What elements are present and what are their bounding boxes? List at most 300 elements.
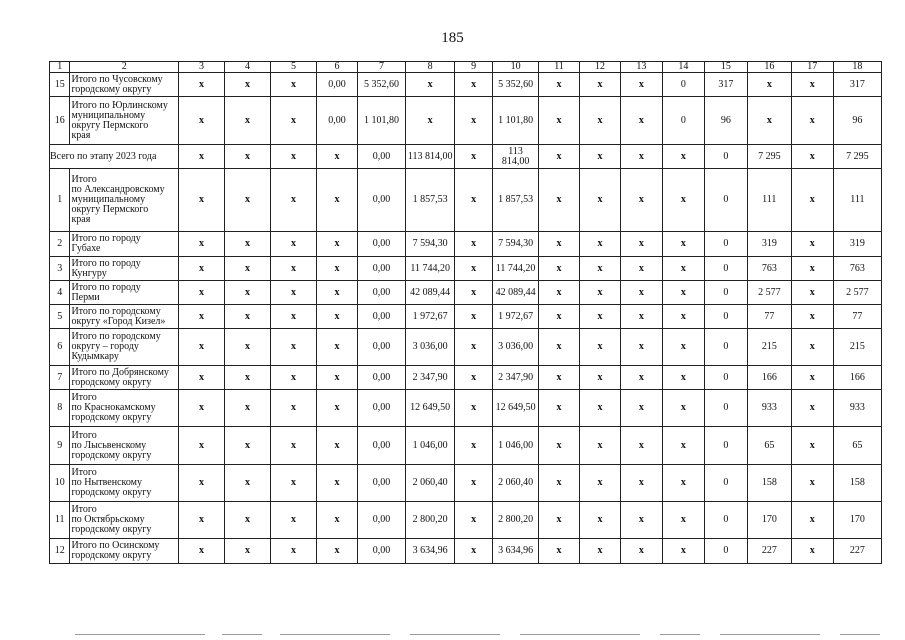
table-cell: 0 (662, 97, 704, 145)
table-cell: 317 (704, 73, 747, 97)
table-cell: x (178, 465, 224, 502)
table-cell: 933 (747, 390, 791, 427)
table-cell: x (791, 539, 833, 564)
table-cell: 111 (747, 169, 791, 232)
row-name-line: городскому округу (71, 449, 152, 461)
table-cell: 0 (704, 145, 747, 169)
table-cell: 2 060,40 (406, 465, 455, 502)
row-number: 5 (50, 305, 70, 329)
table-cell: 0 (704, 281, 747, 305)
row-name-line: округу Пермского (71, 119, 149, 131)
row-name-line: Итого (71, 467, 97, 478)
row-name-line: Кудымкару (71, 351, 119, 362)
table-cell: 113 814,00 (493, 145, 539, 169)
table-cell: x (620, 73, 662, 97)
table-cell: x (224, 539, 270, 564)
table-cell: x (455, 502, 493, 539)
table-cell: x (455, 281, 493, 305)
column-header: 18 (833, 62, 881, 73)
table-cell: 12 649,50 (493, 390, 539, 427)
table-cell: x (620, 257, 662, 281)
table-cell: 0 (704, 502, 747, 539)
row-name-line: Итого по городскому (71, 305, 161, 317)
table-cell: 0 (704, 465, 747, 502)
table-cell: 0,00 (357, 169, 405, 232)
table-cell: x (271, 390, 317, 427)
table-cell: x (455, 390, 493, 427)
table-cell: x (791, 169, 833, 232)
table-cell: x (791, 73, 833, 97)
table-cell: x (317, 366, 358, 390)
table-cell: 111 (833, 169, 881, 232)
table-cell: 0 (704, 305, 747, 329)
row-number: 2 (50, 232, 70, 257)
table-cell: x (791, 329, 833, 366)
table-cell: 0 (704, 539, 747, 564)
table-row (50, 97, 882, 145)
row-number: 11 (50, 502, 70, 539)
table-cell: x (178, 145, 224, 169)
table-cell: x (455, 169, 493, 232)
table-cell: 0,00 (357, 366, 405, 390)
total-label: Всего по этапу 2023 года (50, 145, 179, 169)
table-cell: 65 (747, 427, 791, 465)
table-cell: x (224, 257, 270, 281)
table-cell: 11 744,20 (406, 257, 455, 281)
table-cell: x (224, 329, 270, 366)
row-name-line: Итого по Добрянскому (71, 366, 169, 378)
table-cell: x (539, 281, 580, 305)
table-cell: x (620, 281, 662, 305)
row-name-line: Губахе (71, 243, 101, 254)
row-name-line: городскому округу (71, 487, 152, 498)
table-cell: x (791, 97, 833, 145)
table-cell: x (620, 329, 662, 366)
row-name-line: Перми (71, 291, 100, 303)
row-name (70, 465, 178, 502)
column-header: 5 (271, 62, 317, 73)
table-cell: 1 857,53 (493, 169, 539, 232)
table-cell: x (224, 97, 270, 145)
column-header: 17 (791, 62, 833, 73)
column-header: 1 (50, 62, 70, 73)
table-cell: x (455, 305, 493, 329)
row-name-line: Итого по городу (71, 233, 141, 244)
table-cell: x (662, 257, 704, 281)
table-cell: x (224, 232, 270, 257)
table-cell: x (662, 465, 704, 502)
table-cell: 2 577 (747, 281, 791, 305)
table-cell: x (317, 169, 358, 232)
table-cell: x (178, 305, 224, 329)
table-cell: 1 972,67 (493, 305, 539, 329)
table-cell: x (539, 232, 580, 257)
table-row (50, 390, 882, 427)
table-cell: 166 (833, 366, 881, 390)
row-number: 3 (50, 257, 70, 281)
table-cell: x (662, 390, 704, 427)
table-cell: x (178, 257, 224, 281)
table-cell: 0 (704, 366, 747, 390)
table-cell: x (662, 169, 704, 232)
table-cell: x (224, 73, 270, 97)
table-cell: x (317, 502, 358, 539)
row-name-line: Итого (71, 392, 97, 403)
table-cell: 77 (833, 305, 881, 329)
table-cell: 319 (833, 232, 881, 257)
table-cell: x (455, 465, 493, 502)
table-cell: x (539, 539, 580, 564)
table-cell: x (580, 539, 621, 564)
table-cell: x (224, 169, 270, 232)
table-cell: 0,00 (317, 73, 358, 97)
table-cell: 7 594,30 (406, 232, 455, 257)
row-name (70, 390, 178, 427)
table-cell: x (539, 366, 580, 390)
table-row (50, 539, 882, 564)
table-row (50, 366, 882, 390)
column-header: 4 (224, 62, 270, 73)
table-cell: x (539, 257, 580, 281)
row-name (70, 539, 178, 564)
row-name-line: Итого (71, 429, 97, 441)
table-cell: x (178, 232, 224, 257)
table-cell: x (662, 427, 704, 465)
table-cell: x (455, 427, 493, 465)
page-number: 185 (441, 30, 464, 46)
table-row (50, 145, 882, 169)
row-name-line: округу «Город Кизел» (71, 315, 166, 327)
row-name-line: края (71, 214, 91, 225)
row-name-line: Итого (71, 174, 97, 185)
table-cell: 3 634,96 (493, 539, 539, 564)
table-cell: 2 347,90 (493, 366, 539, 390)
table-cell: x (539, 502, 580, 539)
table-cell: x (747, 97, 791, 145)
table-cell: 7 295 (833, 145, 881, 169)
column-header: 7 (357, 62, 405, 73)
table-cell: x (662, 502, 704, 539)
column-header: 12 (580, 62, 621, 73)
table-cell: x (580, 502, 621, 539)
row-name-line: края (71, 129, 91, 141)
row-name (70, 427, 178, 465)
data-table (49, 61, 882, 564)
table-cell: x (539, 329, 580, 366)
table-cell: 0,00 (357, 539, 405, 564)
table-cell: x (791, 145, 833, 169)
table-cell: x (539, 73, 580, 97)
table-cell: x (271, 97, 317, 145)
table-cell: x (620, 539, 662, 564)
table-cell: 11 744,20 (493, 257, 539, 281)
table-cell: 42 089,44 (493, 281, 539, 305)
table-cell: x (580, 73, 621, 97)
table-cell: 0,00 (357, 390, 405, 427)
table-cell: x (224, 427, 270, 465)
table-cell: 0 (704, 427, 747, 465)
table-cell: 1 101,80 (493, 97, 539, 145)
row-number: 7 (50, 366, 70, 390)
table-cell: x (791, 366, 833, 390)
row-name-line: Итого по Осинскому (71, 540, 160, 551)
row-name (70, 502, 178, 539)
row-name-line: Итого по городскому (71, 331, 161, 342)
table-cell: x (539, 427, 580, 465)
table-cell: x (178, 97, 224, 145)
table-cell: x (271, 145, 317, 169)
table-cell: 2 800,20 (493, 502, 539, 539)
table-cell: 0 (704, 257, 747, 281)
table-cell: x (539, 145, 580, 169)
table-cell: 317 (833, 73, 881, 97)
row-name-line: по Октябрьскому (71, 514, 145, 525)
table-cell: x (620, 145, 662, 169)
table-cell: x (539, 169, 580, 232)
table-cell: 7 594,30 (493, 232, 539, 257)
column-header: 9 (455, 62, 493, 73)
table-cell: x (580, 427, 621, 465)
table-cell: 7 295 (747, 145, 791, 169)
table-cell: x (620, 427, 662, 465)
row-name-line: городскому округу (71, 550, 152, 561)
table-cell: x (580, 97, 621, 145)
table-row (50, 305, 882, 329)
table-row (50, 257, 882, 281)
row-name (70, 73, 178, 97)
table-cell: 0 (704, 232, 747, 257)
row-number: 16 (50, 97, 70, 145)
table-cell: 0 (704, 390, 747, 427)
table-cell: x (791, 257, 833, 281)
table-cell: 215 (747, 329, 791, 366)
table-cell: 113 814,00 (406, 145, 455, 169)
table-row (50, 232, 882, 257)
table-cell: x (317, 390, 358, 427)
table-cell: 319 (747, 232, 791, 257)
table-cell: x (224, 366, 270, 390)
table-cell: x (317, 329, 358, 366)
table-cell: 0 (704, 329, 747, 366)
table-cell: x (791, 465, 833, 502)
column-header: 13 (620, 62, 662, 73)
row-name-line: по Александровскому (71, 184, 165, 195)
header-row (50, 62, 882, 73)
table-cell: 166 (747, 366, 791, 390)
footer-rule (0, 634, 905, 636)
table-cell: 0,00 (357, 465, 405, 502)
table-cell: 227 (833, 539, 881, 564)
table-cell: x (539, 305, 580, 329)
table-cell: x (580, 305, 621, 329)
table-row (50, 329, 882, 366)
table-cell: x (317, 427, 358, 465)
table-cell: x (620, 305, 662, 329)
table-cell: x (317, 305, 358, 329)
table-cell: x (224, 502, 270, 539)
column-header: 10 (493, 62, 539, 73)
table-cell: x (317, 465, 358, 502)
column-header: 14 (662, 62, 704, 73)
table-cell: x (580, 257, 621, 281)
table-cell: 65 (833, 427, 881, 465)
table-cell: 0 (662, 73, 704, 97)
table-cell: x (178, 281, 224, 305)
table-cell: x (317, 257, 358, 281)
row-name-line: Кунгуру (71, 267, 107, 279)
table-cell: x (455, 145, 493, 169)
table-cell: 763 (747, 257, 791, 281)
table-cell: x (271, 539, 317, 564)
table-cell: x (455, 366, 493, 390)
table-cell: x (271, 427, 317, 465)
table-cell: x (455, 329, 493, 366)
table-cell: x (317, 281, 358, 305)
table-cell: 5 352,60 (357, 73, 405, 97)
table-cell: 12 649,50 (406, 390, 455, 427)
table-cell: x (455, 257, 493, 281)
table-cell: x (580, 281, 621, 305)
table-cell: x (662, 232, 704, 257)
table-cell: 0,00 (317, 97, 358, 145)
table-cell: x (224, 281, 270, 305)
table-cell: x (317, 539, 358, 564)
row-name-line: Итого по городу (71, 257, 141, 269)
table-cell: 227 (747, 539, 791, 564)
table-cell: 158 (747, 465, 791, 502)
row-name-line: городскому округу (71, 524, 152, 535)
table-cell: 1 046,00 (406, 427, 455, 465)
table-cell: x (539, 97, 580, 145)
table-cell: x (580, 366, 621, 390)
table-cell: 3 036,00 (493, 329, 539, 366)
table-cell: x (271, 465, 317, 502)
table-cell: 1 857,53 (406, 169, 455, 232)
table-cell: 5 352,60 (493, 73, 539, 97)
table-cell: x (178, 427, 224, 465)
row-name-line: Итого по городу (71, 281, 141, 293)
table-cell: x (620, 366, 662, 390)
table-cell: x (317, 145, 358, 169)
table-cell: 0,00 (357, 257, 405, 281)
table-cell: x (271, 257, 317, 281)
table-cell: 0,00 (357, 502, 405, 539)
table-cell: x (620, 232, 662, 257)
table-row (50, 502, 882, 539)
table-cell: x (580, 169, 621, 232)
table-cell: x (791, 305, 833, 329)
row-name-line: городскому округу (71, 376, 152, 388)
table-cell: x (224, 145, 270, 169)
row-name (70, 232, 178, 257)
column-header: 15 (704, 62, 747, 73)
table-cell: x (406, 97, 455, 145)
table-cell: x (271, 232, 317, 257)
table-cell: 763 (833, 257, 881, 281)
row-name (70, 366, 178, 390)
table-cell: x (455, 232, 493, 257)
table-cell: 96 (833, 97, 881, 145)
row-name (70, 329, 178, 366)
table-row (50, 427, 882, 465)
row-name (70, 257, 178, 281)
table-cell: x (406, 73, 455, 97)
row-name (70, 169, 178, 232)
table-cell: x (178, 390, 224, 427)
table-cell: 2 060,40 (493, 465, 539, 502)
table-cell: 0 (704, 169, 747, 232)
row-name-line: городскому округу (71, 83, 152, 95)
table-cell: 158 (833, 465, 881, 502)
row-name-line: по Нытвенскому (71, 477, 142, 488)
table-row (50, 465, 882, 502)
table-cell: x (620, 465, 662, 502)
column-header: 3 (178, 62, 224, 73)
table-cell: x (620, 97, 662, 145)
row-name (70, 305, 178, 329)
table-cell: 77 (747, 305, 791, 329)
table-cell: 0,00 (357, 329, 405, 366)
table-cell: x (455, 97, 493, 145)
table-cell: x (662, 329, 704, 366)
table-cell: x (271, 281, 317, 305)
table-cell: x (539, 465, 580, 502)
column-header: 6 (317, 62, 358, 73)
table-cell: x (791, 502, 833, 539)
column-header: 11 (539, 62, 580, 73)
row-name-line: округу – городу (71, 341, 139, 352)
table-cell: x (662, 305, 704, 329)
table-cell: x (224, 465, 270, 502)
row-name (70, 97, 178, 145)
row-number: 8 (50, 390, 70, 427)
row-name-line: Итого по Чусовскому (71, 73, 163, 85)
table-cell: x (580, 465, 621, 502)
table-cell: x (791, 232, 833, 257)
table-cell: 170 (747, 502, 791, 539)
table-cell: 3 634,96 (406, 539, 455, 564)
column-header: 8 (406, 62, 455, 73)
table-cell: 1 101,80 (357, 97, 405, 145)
table-row (50, 73, 882, 97)
row-number: 15 (50, 73, 70, 97)
table-cell: x (178, 539, 224, 564)
table-cell: x (317, 232, 358, 257)
table-cell: 1 046,00 (493, 427, 539, 465)
row-name-line: Итого по Юрлинскому (71, 99, 168, 111)
row-name-line: по Краснокамскому (71, 402, 156, 413)
row-number: 9 (50, 427, 70, 465)
table-cell: 3 036,00 (406, 329, 455, 366)
table-cell: 96 (704, 97, 747, 145)
table-cell: x (620, 502, 662, 539)
table-row (50, 169, 882, 232)
row-name-line: по Лысьвенскому (71, 439, 147, 451)
row-number: 12 (50, 539, 70, 564)
row-name-line: муниципальному (71, 109, 146, 121)
table-cell: x (662, 281, 704, 305)
table-cell: x (178, 502, 224, 539)
table-cell: 170 (833, 502, 881, 539)
table-cell: x (791, 427, 833, 465)
table-cell: x (455, 73, 493, 97)
table-cell: 1 972,67 (406, 305, 455, 329)
table-cell: x (178, 169, 224, 232)
table-cell: 0,00 (357, 145, 405, 169)
table-cell: x (580, 329, 621, 366)
row-name-line: Итого (71, 504, 97, 515)
table-cell: 0,00 (357, 232, 405, 257)
